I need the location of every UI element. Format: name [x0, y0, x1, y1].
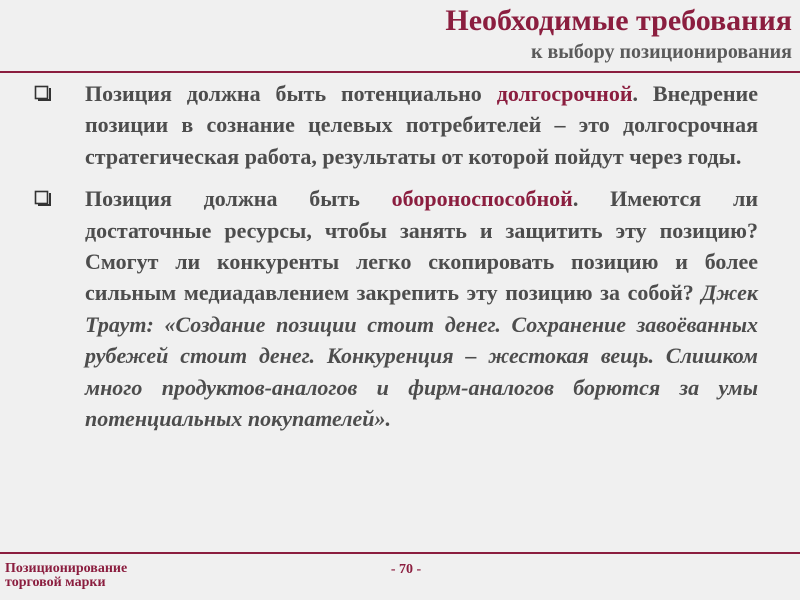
slide-title: Необходимые требования — [445, 4, 792, 37]
bullet-text-longterm — [85, 78, 758, 172]
highlight-defensible: обороноспособной — [391, 186, 573, 212]
footer-line-2: торговой марки — [5, 575, 106, 590]
header-divider — [0, 71, 800, 73]
bullet-text-rest: . Имеются ли достаточные ресурсы, чтобы занять и защитить эту позицию? Смогут ли конкуренты легко скопировать позицию и более сильным медиадавлением закрепить эту позицию за собой? — [85, 186, 758, 306]
bullet-item-longterm — [30, 78, 758, 172]
bullet-text-start: Позиция должна быть — [85, 186, 392, 212]
bullet-item-defensible — [30, 183, 758, 434]
trout-quote: Джек Траут: «Создание позиции стоит денег. Сохранение завоёванных рубежей стоит денег. Конкуренция – жестокая вещь. Слишком много продуктов-аналогов и фирм-аналогов борются за умы потенциальных покупателей». — [85, 280, 758, 432]
bullet-text-start: Позиция должна быть потенциально — [85, 81, 497, 106]
bullet-text-defensible — [85, 183, 758, 434]
checkbox-square-icon — [34, 85, 51, 101]
page-number: - 70 - — [390, 562, 422, 577]
slide-subtitle: к выбору позиционирования — [530, 41, 792, 63]
footer-divider — [0, 552, 800, 554]
footer-course-title — [5, 562, 175, 590]
highlight-longterm: долгосрочной — [496, 81, 633, 106]
bullet-text-rest: . Внедрение позиции в сознание целевых потребителей – это долгосрочная стратегическая работа, результаты от которой пойдут через годы. — [85, 81, 758, 169]
bullet-list — [30, 78, 758, 445]
checkbox-square-icon — [34, 190, 51, 206]
footer-line-1: Позиционирование — [5, 561, 128, 576]
